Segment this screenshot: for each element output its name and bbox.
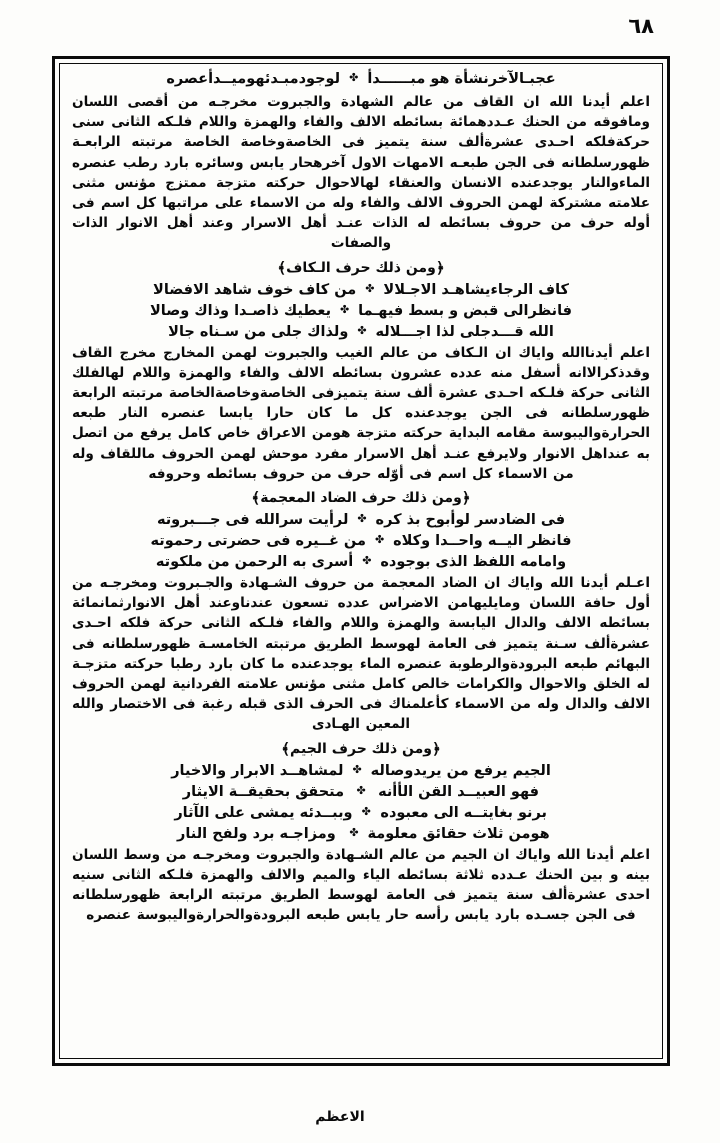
verse-kaf-2 (72, 301, 650, 322)
verse-kaf-1 (72, 280, 650, 301)
page-number: ٦٨ (628, 14, 654, 38)
verse-separator-icon: ✤ (352, 762, 362, 776)
section-dad (72, 486, 650, 509)
verse-dad-2 (72, 531, 650, 552)
catchword (0, 1109, 720, 1125)
catchword-text: الاعظم (315, 1109, 365, 1125)
verse-jim-4 (72, 824, 650, 845)
verse-separator-icon: ✤ (361, 804, 371, 818)
ornament-bracket-open-icon: ﴿ (435, 258, 445, 277)
section-head-label: ومن ذلك حرف الضاد المعجمة (260, 490, 462, 507)
opening-verse (72, 68, 650, 90)
prose-qaf: اعلم أيدنا الله ان القاف من عالم الشهادة والجبروت مخرجـه من أقصى اللسان ومافوقه من الحنك عـددهمائة بسائطه الالف والفاء والهمزة واللام فلـكه الثانى سنى حركةفلكه احـدى عشرةألف سنة يتميز فى الخاصةوخاصة الخاصة مرتبته الرابعـة ظهورسلطانه فى الجن طبعـه الامهات الاول آخرهحار يابس وسائره بارد رطب عنصره الماءوالنار يوجدعنده الانسان والعنقاء لهالاحوال حركته متزجة ممتزج مؤنس مثنى علامته مشتركة لهمن الحروف الالف والفاء وله من الاسماء على مراتبها كل اسم فى أوله حرف من حروف بسائطه له الذات عنـد أهل الاسرار وعند أهل الانوار الذات والصفات (72, 94, 650, 252)
section-kaf (72, 256, 650, 279)
hemistich-first: هومن ثلاث حقائق معلومة (367, 825, 550, 842)
hemistich-first: برنو بغايتــه الى معبوده (380, 804, 547, 821)
section-jim (72, 737, 650, 760)
hemistich-second: لمشاهــد الابرار والاخيار (171, 762, 344, 779)
hemistich-second: متحقق بحقيقــة الايثار (182, 783, 345, 800)
section-head-label: ومن ذلك حرف الجيم (290, 740, 432, 757)
hemistich-second: من غــيره فى حضرتى رحموته (150, 533, 366, 550)
hemistich-second: لرأيت سرالله فى جـــبروته (156, 512, 349, 529)
verse-separator-icon: ✤ (357, 512, 367, 526)
verse-jim-3 (72, 803, 650, 824)
hemistich-first: فانظرالى قبض و بسط فيهـما (358, 302, 573, 319)
hemistich-second: يعطيك ذاصـدا وذاك وصالا (150, 302, 332, 319)
ornament-bracket-close-icon: ﴾ (281, 739, 291, 758)
section-head-label: ومن ذلك حرف الـكاف (286, 259, 436, 276)
hemistich-second: ومزاجـه برد ولفح النار (177, 825, 336, 842)
hemistich-first: فهو العبيــد القن الأأنه (378, 783, 540, 800)
ornament-bracket-open-icon: ﴿ (461, 489, 471, 508)
verse-separator-icon: ✤ (365, 281, 375, 295)
hemistich-first: كاف الرجاءيشاهـد الاجـلالا (383, 281, 569, 298)
hemistich-first: الله قـــدجلى لذا اجـــلاله (375, 323, 554, 340)
prose-jim: اعلم أيدنا الله واياك ان الجيم من عالم الشـهادة والجبروت ومخرجـه من وسط اللسان بينه و بين الحنك عـدده ثلاثة بسائطه الياء والميم والالف والهمزة فلـكه الثانى سنيه احدى عشرةألف سنة يتميز فى العامة لهوسط الطريق مرتبته الرابعة ظهورسلطانه فى الجن جسـده بارد يابس رأسه حار يابس طبعه البرودةوالحرارةواليبوسة عنصره (72, 846, 650, 924)
verse-jim-1 (72, 761, 650, 782)
hemistich-first: وامامه اللفظ الذى بوجوده (380, 554, 567, 571)
verse-separator-icon: ✤ (362, 554, 372, 568)
verse-separator-icon: ✤ (349, 825, 359, 839)
ornament-bracket-close-icon: ﴾ (251, 489, 261, 508)
ornament-bracket-close-icon: ﴾ (277, 258, 287, 277)
ornament-bracket-open-icon: ﴿ (431, 739, 441, 758)
hemistich-first: الجيم يرفع من يريدوصاله (370, 762, 551, 779)
verse-separator-icon: ✤ (349, 71, 359, 84)
verse-kaf-3 (72, 322, 650, 343)
hemistich-second: ولذاك جلى من سـناه جالا (168, 323, 349, 340)
verse-separator-icon: ✤ (356, 783, 366, 797)
verse-dad-1 (72, 510, 650, 531)
hemistich-first: فى الضادسر لوأبوح بذ كره (375, 512, 566, 529)
hemistich-first: عجبـالآخرنشأة هو مبــــــدأ (367, 71, 556, 87)
hemistich-second: لوجودمبـدئهوميــدأعصره (166, 71, 341, 87)
hemistich-second: وببــدئه يمشى على الآثار (174, 804, 353, 821)
prose-kaf: اعلم أيدناالله واياك ان الـكاف من عالم الغيب والجبروت لهمن المخارج مخرج القاف وقدذكرالاانه أسفل منه عدده عشرون بسائطه الالف والفاء والهمزة واللام لهالفلك الثانى حركة فلـكه احـدى عشرة ألف سنة يتميزفى الخاصةوخاصةالخاصة مرتبته الرابعة ظهورسلطانه فى الجن يوجدعنده كل ما كان حارا يابسا عنصره النار طبعه الحرارةواليبوسة مقامه البداية حركته متزجة هومن الاعراق خاص كامل يرفع من اتصل به عنداهل الانوار ولايرفع عنـد أهل الاسرار مفرد موحش لهمن الحروف ماللقاف وله من الاسماء كل اسم فى أوّله حرف من حروف بسائطه وحروفه (72, 344, 650, 482)
hemistich-second: من كاف خوف شاهد الافضالا (153, 281, 357, 298)
verse-jim-2 (72, 782, 650, 803)
verse-separator-icon: ✤ (374, 533, 385, 547)
prose-dad: اعـلم أيدنا الله واياك ان الضاد المعجمة من حروف الشـهادة والجـبروت ومخرجـه من أول حافة اللسان ومايليهامن الاضراس عدده تسعون عندناوعند أهل الانوارثمانمائة بسائطه الالف والدال اليابسة والهمزة واللام والفاء فلـكه الثانى حركة فلكه احـدى عشرةألف سـنة يتميز فى العامة لهوسط الطريق مرتبته الخامسـة ظهورسلطانه فى البهائم طبعه البرودةوالرطوبة عنصره الماء يوجدعنده ما كان بارد رطبا حركته متزجـة له الخلق والاحوال والكرامات خالص كامل مثنى مؤنس علامته الفردانية لهمن الحروف الالف والدال وله من الاسماء كأعلمناك فى الحرف الذى قبله رغبة فى الاختصار والله المعين الهـادى (72, 575, 650, 733)
hemistich-second: أسرى به الرحمن من ملكوته (155, 554, 354, 571)
hemistich-first: فانظر اليــه واحــدا وكلاه (393, 533, 572, 550)
verse-separator-icon: ✤ (340, 302, 350, 316)
verse-separator-icon: ✤ (357, 323, 367, 337)
text-body (60, 62, 662, 1060)
verse-dad-3 (72, 552, 650, 573)
